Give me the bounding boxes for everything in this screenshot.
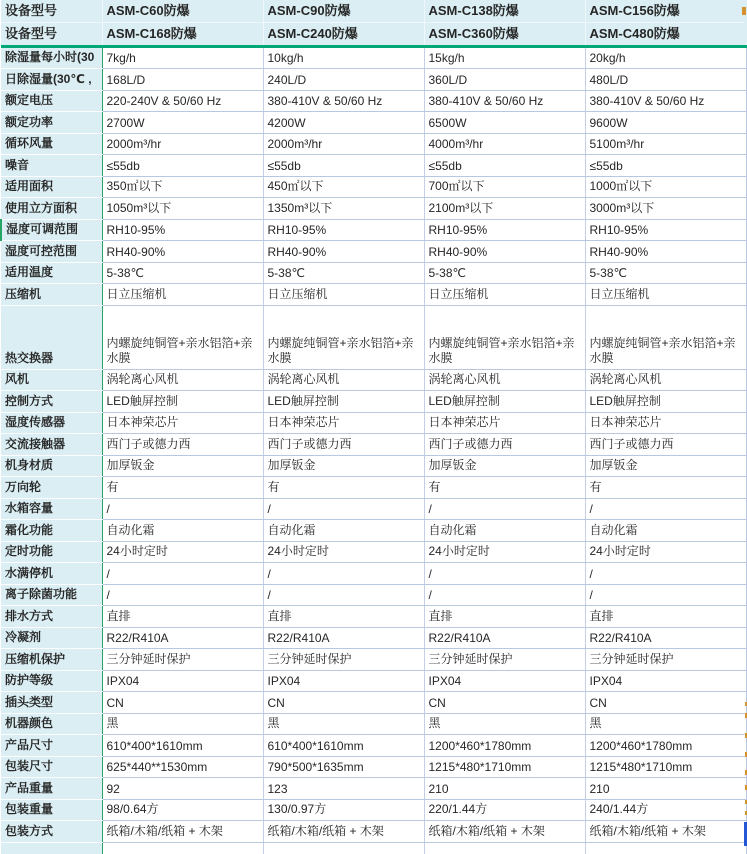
- spec-value-cell[interactable]: 日本神荣芯片: [102, 412, 263, 434]
- spec-row: [1, 692, 746, 714]
- spec-label-cell[interactable]: 包装尺寸: [1, 756, 102, 778]
- model-name-cell[interactable]: ASM-C168防爆: [102, 23, 263, 47]
- spec-value-cell[interactable]: 2000m³/hr: [102, 133, 263, 155]
- spec-row: [1, 778, 746, 800]
- spec-value-cell[interactable]: LED触屏控制: [263, 391, 424, 413]
- spec-value-cell[interactable]: /: [102, 563, 263, 585]
- spec-value-cell[interactable]: 15kg/h: [424, 47, 585, 69]
- spec-value-cell[interactable]: LED触屏控制: [102, 391, 263, 413]
- spec-label-cell[interactable]: 定时功能: [1, 541, 102, 563]
- spec-row: [1, 198, 746, 220]
- spec-value-cell[interactable]: ≤55db: [263, 155, 424, 177]
- spec-value-cell[interactable]: 5-38℃: [263, 262, 424, 284]
- spec-value-cell[interactable]: 380-410V & 50/60 Hz: [263, 90, 424, 112]
- spec-value-cell[interactable]: 自动化霜: [585, 520, 746, 542]
- spec-value-cell[interactable]: 220-240V & 50/60 Hz: [102, 90, 263, 112]
- spec-value-cell[interactable]: RH10-95%: [424, 219, 585, 241]
- spec-value-cell[interactable]: R22/R410A: [102, 627, 263, 649]
- spec-row: [1, 305, 746, 369]
- spec-value-cell[interactable]: /: [263, 563, 424, 585]
- spec-value-cell[interactable]: 210: [424, 778, 585, 800]
- spec-value-cell[interactable]: 西门子或德力西: [585, 434, 746, 456]
- clipped-text-fragment: [742, 7, 746, 15]
- spec-row: [1, 69, 746, 91]
- spec-value-cell[interactable]: 日立压缩机: [585, 284, 746, 306]
- spec-value-cell[interactable]: 内螺旋纯铜管+亲水铝箔+亲水膜: [585, 305, 746, 369]
- spec-value-cell[interactable]: 1000㎡以下: [585, 176, 746, 198]
- spec-value-cell[interactable]: 10kg/h: [263, 47, 424, 69]
- spec-value-cell[interactable]: 5-38℃: [424, 262, 585, 284]
- spec-value-cell[interactable]: 98/0.64方: [102, 799, 263, 821]
- spec-value-cell[interactable]: /: [424, 498, 585, 520]
- spec-row: [1, 112, 746, 134]
- spec-row: [1, 627, 746, 649]
- spec-value-cell[interactable]: 日本神荣芯片: [424, 412, 585, 434]
- spec-value-cell[interactable]: 内螺旋纯铜管+亲水铝箔+亲水膜: [263, 305, 424, 369]
- spec-value-cell[interactable]: 三分钟延时保护: [424, 649, 585, 671]
- spec-value-cell[interactable]: RH10-95%: [263, 219, 424, 241]
- header-row: [1, 0, 746, 23]
- spec-label-cell[interactable]: 噪音: [1, 155, 102, 177]
- spec-value-cell[interactable]: /: [585, 498, 746, 520]
- spec-label-cell[interactable]: 湿度可调范围: [1, 219, 102, 241]
- spec-label-cell[interactable]: 湿度传感器: [1, 412, 102, 434]
- spec-value-cell[interactable]: RH10-95%: [102, 219, 263, 241]
- spec-value-cell[interactable]: 自动化霜: [102, 520, 263, 542]
- spec-value-cell[interactable]: [585, 842, 746, 854]
- spec-value-cell[interactable]: 24小时定时: [102, 541, 263, 563]
- spec-value-cell[interactable]: 日立压缩机: [263, 284, 424, 306]
- spec-value-cell[interactable]: [102, 842, 263, 854]
- spec-value-cell[interactable]: 5-38℃: [102, 262, 263, 284]
- spec-value-cell[interactable]: 1200*460*1780mm: [585, 735, 746, 757]
- spec-value-cell[interactable]: 24小时定时: [424, 541, 585, 563]
- spec-value-cell[interactable]: 380-410V & 50/60 Hz: [585, 90, 746, 112]
- spec-row: [1, 369, 746, 391]
- spec-value-cell[interactable]: 6500W: [424, 112, 585, 134]
- spec-value-cell[interactable]: R22/R410A: [424, 627, 585, 649]
- spec-value-cell[interactable]: 20kg/h: [585, 47, 746, 69]
- spec-value-cell[interactable]: 直排: [585, 606, 746, 628]
- spec-label-cell[interactable]: 日除湿量(30℃ ,: [1, 69, 102, 91]
- spec-row: [1, 713, 746, 735]
- spec-value-cell[interactable]: 黑: [102, 713, 263, 735]
- device-model-label-cell[interactable]: 设备型号: [1, 0, 102, 23]
- spec-value-cell[interactable]: 480L/D: [585, 69, 746, 91]
- spec-value-cell[interactable]: CN: [263, 692, 424, 714]
- spec-value-cell[interactable]: 纸箱/木箱/纸箱 + 木架: [102, 821, 263, 843]
- spec-value-cell[interactable]: 123: [263, 778, 424, 800]
- spec-row: [1, 219, 746, 241]
- spec-row: [1, 412, 746, 434]
- spec-value-cell[interactable]: 240/1.44方: [585, 799, 746, 821]
- spec-label-cell[interactable]: 使用立方面积: [1, 198, 102, 220]
- spec-row: [1, 262, 746, 284]
- spec-value-cell[interactable]: 24小时定时: [263, 541, 424, 563]
- spec-row: [1, 176, 746, 198]
- spec-value-cell[interactable]: 三分钟延时保护: [102, 649, 263, 671]
- spec-row: [1, 90, 746, 112]
- spec-value-cell[interactable]: 黑: [585, 713, 746, 735]
- spec-value-cell[interactable]: 130/0.97方: [263, 799, 424, 821]
- spec-row: [1, 155, 746, 177]
- spec-value-cell[interactable]: 西门子或德力西: [424, 434, 585, 456]
- spec-label-cell[interactable]: 额定功率: [1, 112, 102, 134]
- spec-value-cell[interactable]: [424, 842, 585, 854]
- spec-row: [1, 541, 746, 563]
- spec-value-cell[interactable]: CN: [102, 692, 263, 714]
- spec-value-cell[interactable]: 黑: [263, 713, 424, 735]
- spec-value-cell[interactable]: 有: [585, 477, 746, 499]
- spec-label-cell[interactable]: 排水方式: [1, 606, 102, 628]
- spec-value-cell[interactable]: 加厚钣金: [263, 455, 424, 477]
- spec-label-cell[interactable]: 机身材质: [1, 455, 102, 477]
- spec-value-cell[interactable]: 加厚钣金: [585, 455, 746, 477]
- spec-row: [1, 584, 746, 606]
- spec-value-cell[interactable]: [263, 842, 424, 854]
- spec-row: [1, 241, 746, 263]
- spec-value-cell[interactable]: 2700W: [102, 112, 263, 134]
- spec-value-cell[interactable]: 380-410V & 50/60 Hz: [424, 90, 585, 112]
- spec-label-cell[interactable]: 水箱容量: [1, 498, 102, 520]
- spec-value-cell[interactable]: 日本神荣芯片: [263, 412, 424, 434]
- spec-value-cell[interactable]: R22/R410A: [263, 627, 424, 649]
- spec-label-cell[interactable]: 适用面积: [1, 176, 102, 198]
- spec-label-cell[interactable]: 机器颜色: [1, 713, 102, 735]
- spec-label-cell[interactable]: 插头类型: [1, 692, 102, 714]
- spec-label-cell[interactable]: 产品重量: [1, 778, 102, 800]
- spec-value-cell[interactable]: 直排: [424, 606, 585, 628]
- spec-value-cell[interactable]: 涡轮离心风机: [424, 369, 585, 391]
- spec-value-cell[interactable]: 直排: [102, 606, 263, 628]
- model-name-cell[interactable]: ASM-C60防爆: [102, 0, 263, 23]
- spec-row: [1, 391, 746, 413]
- spec-label-cell[interactable]: 水满停机: [1, 563, 102, 585]
- spec-label-cell[interactable]: 压缩机: [1, 284, 102, 306]
- spec-value-cell[interactable]: 360L/D: [424, 69, 585, 91]
- spec-value-cell[interactable]: IPX04: [263, 670, 424, 692]
- spec-value-cell[interactable]: 450㎡以下: [263, 176, 424, 198]
- model-name-cell[interactable]: ASM-C480防爆: [585, 23, 746, 47]
- model-name-cell[interactable]: ASM-C90防爆: [263, 0, 424, 23]
- spec-value-cell[interactable]: 2100m³以下: [424, 198, 585, 220]
- spec-value-cell[interactable]: 1350m³以下: [263, 198, 424, 220]
- spec-label-cell[interactable]: 包装重量: [1, 799, 102, 821]
- spec-value-cell[interactable]: 610*400*1610mm: [102, 735, 263, 757]
- spec-value-cell[interactable]: 5-38℃: [585, 262, 746, 284]
- spec-value-cell[interactable]: 有: [102, 477, 263, 499]
- spec-value-cell[interactable]: 7kg/h: [102, 47, 263, 69]
- spec-value-cell[interactable]: 三分钟延时保护: [263, 649, 424, 671]
- spec-value-cell[interactable]: 加厚钣金: [102, 455, 263, 477]
- spec-value-cell[interactable]: 直排: [263, 606, 424, 628]
- spec-value-cell[interactable]: /: [585, 563, 746, 585]
- spec-value-cell[interactable]: LED触屏控制: [424, 391, 585, 413]
- spec-value-cell[interactable]: 日立压缩机: [424, 284, 585, 306]
- spec-label-cell[interactable]: 冷凝剂: [1, 627, 102, 649]
- spec-value-cell[interactable]: /: [424, 584, 585, 606]
- spec-value-cell[interactable]: RH40-90%: [263, 241, 424, 263]
- spec-row: [1, 434, 746, 456]
- spec-value-cell[interactable]: 自动化霜: [263, 520, 424, 542]
- spec-value-cell[interactable]: 24小时定时: [585, 541, 746, 563]
- spec-value-cell[interactable]: 内螺旋纯铜管+亲水铝箔+亲水膜: [102, 305, 263, 369]
- spec-value-cell[interactable]: CN: [424, 692, 585, 714]
- spec-value-cell[interactable]: 涡轮离心风机: [102, 369, 263, 391]
- spec-value-cell[interactable]: CN: [585, 692, 746, 714]
- spec-value-cell[interactable]: 纸箱/木箱/纸箱 + 木架: [585, 821, 746, 843]
- spec-row: [1, 133, 746, 155]
- spec-value-cell[interactable]: RH40-90%: [102, 241, 263, 263]
- model-name-cell[interactable]: ASM-C156防爆: [585, 0, 746, 23]
- spec-label-cell[interactable]: 适用温度: [1, 262, 102, 284]
- spec-value-cell[interactable]: 黑: [424, 713, 585, 735]
- spec-label-cell[interactable]: 包装方式: [1, 821, 102, 843]
- model-name-cell[interactable]: ASM-C240防爆: [263, 23, 424, 47]
- spec-row: [1, 477, 746, 499]
- spec-value-cell[interactable]: ≤55db: [102, 155, 263, 177]
- spec-value-cell[interactable]: ≤55db: [424, 155, 585, 177]
- spec-value-cell[interactable]: 三分钟延时保护: [585, 649, 746, 671]
- spec-value-cell[interactable]: 350㎡以下: [102, 176, 263, 198]
- spec-row: [1, 520, 746, 542]
- spec-row: [1, 756, 746, 778]
- spec-value-cell[interactable]: IPX04: [585, 670, 746, 692]
- spec-value-cell[interactable]: 220/1.44方: [424, 799, 585, 821]
- spec-row: [1, 563, 746, 585]
- spec-label-cell[interactable]: 霜化功能: [1, 520, 102, 542]
- spec-value-cell[interactable]: 4000m³/hr: [424, 133, 585, 155]
- spec-value-cell[interactable]: 有: [263, 477, 424, 499]
- spec-table-body: [1, 0, 746, 854]
- spec-value-cell[interactable]: 9600W: [585, 112, 746, 134]
- spec-value-cell[interactable]: 西门子或德力西: [102, 434, 263, 456]
- spec-value-cell[interactable]: 790*500*1635mm: [263, 756, 424, 778]
- spec-label-cell[interactable]: 交流接触器: [1, 434, 102, 456]
- spec-row: [1, 606, 746, 628]
- spec-value-cell[interactable]: 涡轮离心风机: [585, 369, 746, 391]
- spec-value-cell[interactable]: /: [263, 498, 424, 520]
- spec-value-cell[interactable]: 加厚钣金: [424, 455, 585, 477]
- spec-row: [1, 799, 746, 821]
- spec-label-cell[interactable]: 防护等级: [1, 670, 102, 692]
- spec-value-cell[interactable]: 4200W: [263, 112, 424, 134]
- spec-value-cell[interactable]: 纸箱/木箱/纸箱 + 木架: [424, 821, 585, 843]
- spec-value-cell[interactable]: ≤55db: [585, 155, 746, 177]
- spec-value-cell[interactable]: 700㎡以下: [424, 176, 585, 198]
- spec-value-cell[interactable]: 625*440**1530mm: [102, 756, 263, 778]
- spec-value-cell[interactable]: R22/R410A: [585, 627, 746, 649]
- spec-label-cell[interactable]: [1, 842, 102, 854]
- spec-label-cell[interactable]: 额定电压: [1, 90, 102, 112]
- spec-value-cell[interactable]: 内螺旋纯铜管+亲水铝箔+亲水膜: [424, 305, 585, 369]
- spec-label-cell[interactable]: 除湿量每小时(30: [1, 47, 102, 69]
- spec-row: [1, 455, 746, 477]
- spec-value-cell[interactable]: 240L/D: [263, 69, 424, 91]
- spec-value-cell[interactable]: 2000m³/hr: [263, 133, 424, 155]
- spec-value-cell[interactable]: 92: [102, 778, 263, 800]
- spec-value-cell[interactable]: 1200*460*1780mm: [424, 735, 585, 757]
- clipped-empty-row: [1, 842, 746, 854]
- spec-label-cell[interactable]: 湿度可控范围: [1, 241, 102, 263]
- spec-value-cell[interactable]: RH40-90%: [424, 241, 585, 263]
- spec-value-cell[interactable]: 3000m³以下: [585, 198, 746, 220]
- spec-row: [1, 47, 746, 69]
- spec-label-cell[interactable]: 产品尺寸: [1, 735, 102, 757]
- device-model-label-cell[interactable]: 设备型号: [1, 23, 102, 47]
- spec-value-cell[interactable]: LED触屏控制: [585, 391, 746, 413]
- spec-value-cell[interactable]: /: [263, 584, 424, 606]
- spec-value-cell[interactable]: IPX04: [424, 670, 585, 692]
- spec-row: [1, 670, 746, 692]
- spec-value-cell[interactable]: 有: [424, 477, 585, 499]
- spec-value-cell[interactable]: RH10-95%: [585, 219, 746, 241]
- header-row: [1, 23, 746, 47]
- spec-row: [1, 821, 746, 843]
- spec-label-cell[interactable]: 万向轮: [1, 477, 102, 499]
- spec-row: [1, 649, 746, 671]
- spec-label-cell[interactable]: 离子除菌功能: [1, 584, 102, 606]
- spec-label-cell[interactable]: 循环风量: [1, 133, 102, 155]
- spec-value-cell[interactable]: 1215*480*1710mm: [585, 756, 746, 778]
- spec-value-cell[interactable]: 5100m³/hr: [585, 133, 746, 155]
- spec-value-cell[interactable]: IPX04: [102, 670, 263, 692]
- model-name-cell[interactable]: ASM-C360防爆: [424, 23, 585, 47]
- spec-value-cell[interactable]: /: [585, 584, 746, 606]
- spec-row: [1, 735, 746, 757]
- spec-value-cell[interactable]: /: [102, 498, 263, 520]
- spec-label-cell[interactable]: 风机: [1, 369, 102, 391]
- spec-label-cell[interactable]: 控制方式: [1, 391, 102, 413]
- spec-value-cell[interactable]: 涡轮离心风机: [263, 369, 424, 391]
- spec-value-cell[interactable]: RH40-90%: [585, 241, 746, 263]
- spec-value-cell[interactable]: 纸箱/木箱/纸箱 + 木架: [263, 821, 424, 843]
- spec-value-cell[interactable]: /: [102, 584, 263, 606]
- spec-value-cell[interactable]: 210: [585, 778, 746, 800]
- spec-row: [1, 284, 746, 306]
- spec-value-cell[interactable]: 日立压缩机: [102, 284, 263, 306]
- spec-label-cell[interactable]: 压缩机保护: [1, 649, 102, 671]
- spec-row: [1, 498, 746, 520]
- spec-value-cell[interactable]: 610*400*1610mm: [263, 735, 424, 757]
- spec-value-cell[interactable]: 1215*480*1710mm: [424, 756, 585, 778]
- spec-value-cell[interactable]: 日本神荣芯片: [585, 412, 746, 434]
- spec-label-cell[interactable]: 热交换器: [1, 305, 102, 369]
- spec-value-cell[interactable]: /: [424, 563, 585, 585]
- spec-value-cell[interactable]: 西门子或德力西: [263, 434, 424, 456]
- spec-value-cell[interactable]: 1050m³以下: [102, 198, 263, 220]
- model-name-cell[interactable]: ASM-C138防爆: [424, 0, 585, 23]
- spec-value-cell[interactable]: 168L/D: [102, 69, 263, 91]
- spec-value-cell[interactable]: 自动化霜: [424, 520, 585, 542]
